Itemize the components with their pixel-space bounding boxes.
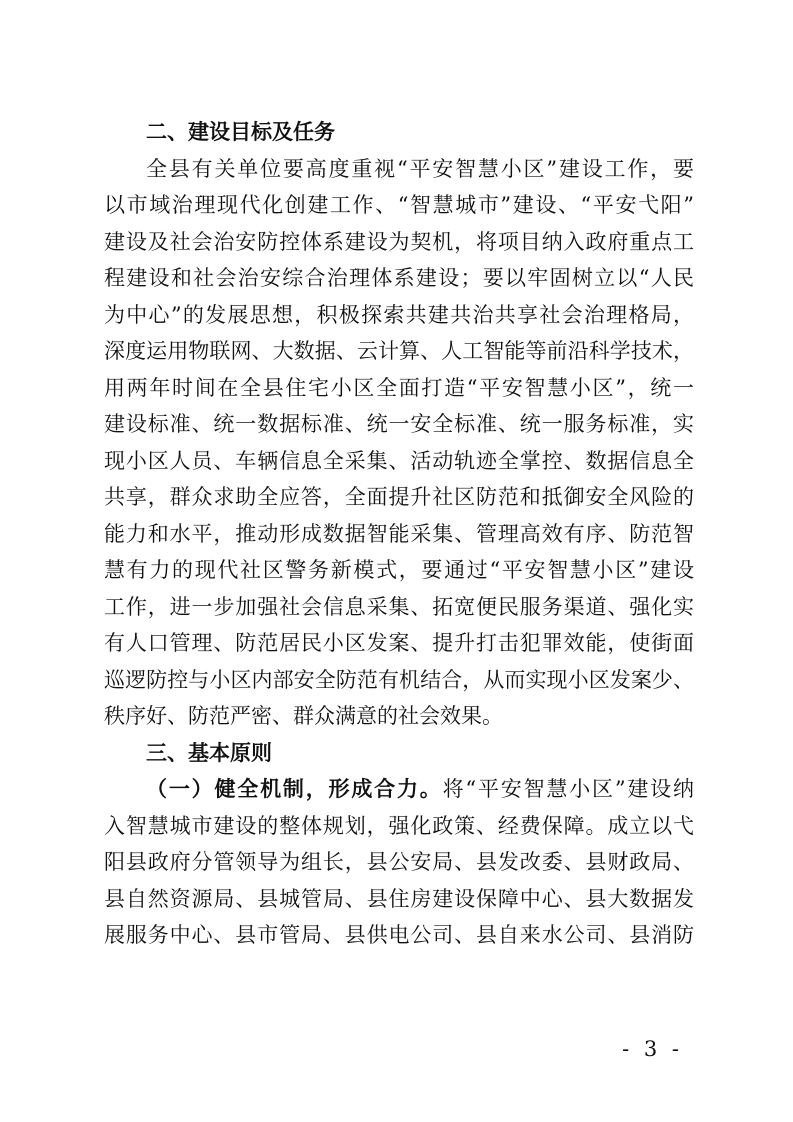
section-heading-principles: 三、基本原则 xyxy=(146,740,272,765)
section-heading-goals: 二、建设目标及任务 xyxy=(146,120,335,144)
paragraph-line: 深度运用物联网、大数据、云计算、人工智能等前沿科学技术， xyxy=(104,339,694,363)
principle-item-text: 将“平安智慧小区”建设纳 xyxy=(442,777,694,801)
paragraph-line: 共享，群众求助全应答，全面提升社区防范和抵御安全风险的 xyxy=(104,485,694,509)
paragraph-line: 慧有力的现代社区警务新模式，要通过“平安智慧小区”建设 xyxy=(104,558,694,582)
paragraph-line: 用两年时间在全县住宅小区全面打造“平安智慧小区”，统一 xyxy=(104,375,694,400)
body-text xyxy=(104,114,694,954)
paragraph-line: 展服务中心、县市管局、县供电公司、县自来水公司、县消防 xyxy=(104,923,694,947)
paragraph-line: 为中心”的发展思想，积极探索共建共治共享社会治理格局， xyxy=(104,302,694,327)
paragraph-line: 工作，进一步加强社会信息采集、拓宽便民服务渠道、强化实 xyxy=(104,594,694,619)
paragraph-line: 能力和水平，推动形成数据智能采集、管理高效有序、防范智 xyxy=(104,521,694,546)
paragraph-line: 建设标准、统一数据标准、统一安全标准、统一服务标准，实 xyxy=(104,412,694,436)
paragraph-line: 全县有关单位要高度重视“平安智慧小区”建设工作，要 xyxy=(146,156,694,181)
paragraph-line: 建设及社会治安防控体系建设为契机，将项目纳入政府重点工 xyxy=(104,229,694,254)
paragraph-line: 巡逻防控与小区内部安全防范有机结合，从而实现小区发案少、 xyxy=(104,667,694,692)
page-number: - 3 - xyxy=(622,1037,683,1061)
paragraph-line: 秩序好、防范严密、群众满意的社会效果。 xyxy=(104,704,503,728)
paragraph-line: 县自然资源局、县城管局、县住房建设保障中心、县大数据发 xyxy=(104,886,694,911)
paragraph-line: 现小区人员、车辆信息全采集、活动轨迹全掌控、数据信息全 xyxy=(104,448,694,473)
paragraph-line: 程建设和社会治安综合治理体系建设；要以牢固树立以“人民 xyxy=(104,266,694,290)
principle-item-title: （一）健全机制，形成合力。 xyxy=(146,777,443,801)
paragraph-line: 阳县政府分管领导为组长，县公安局、县发改委、县财政局、 xyxy=(104,850,694,874)
paragraph-line: 有人口管理、防范居民小区发案、提升打击犯罪效能，使街面 xyxy=(104,631,694,655)
paragraph-line: 以市域治理现代化创建工作、“智慧城市”建设、“平安弋阳” xyxy=(104,193,694,217)
paragraph-line: 入智慧城市建设的整体规划，强化政策、经费保障。成立以弋 xyxy=(104,813,694,838)
principle-item-first-line xyxy=(104,771,694,808)
